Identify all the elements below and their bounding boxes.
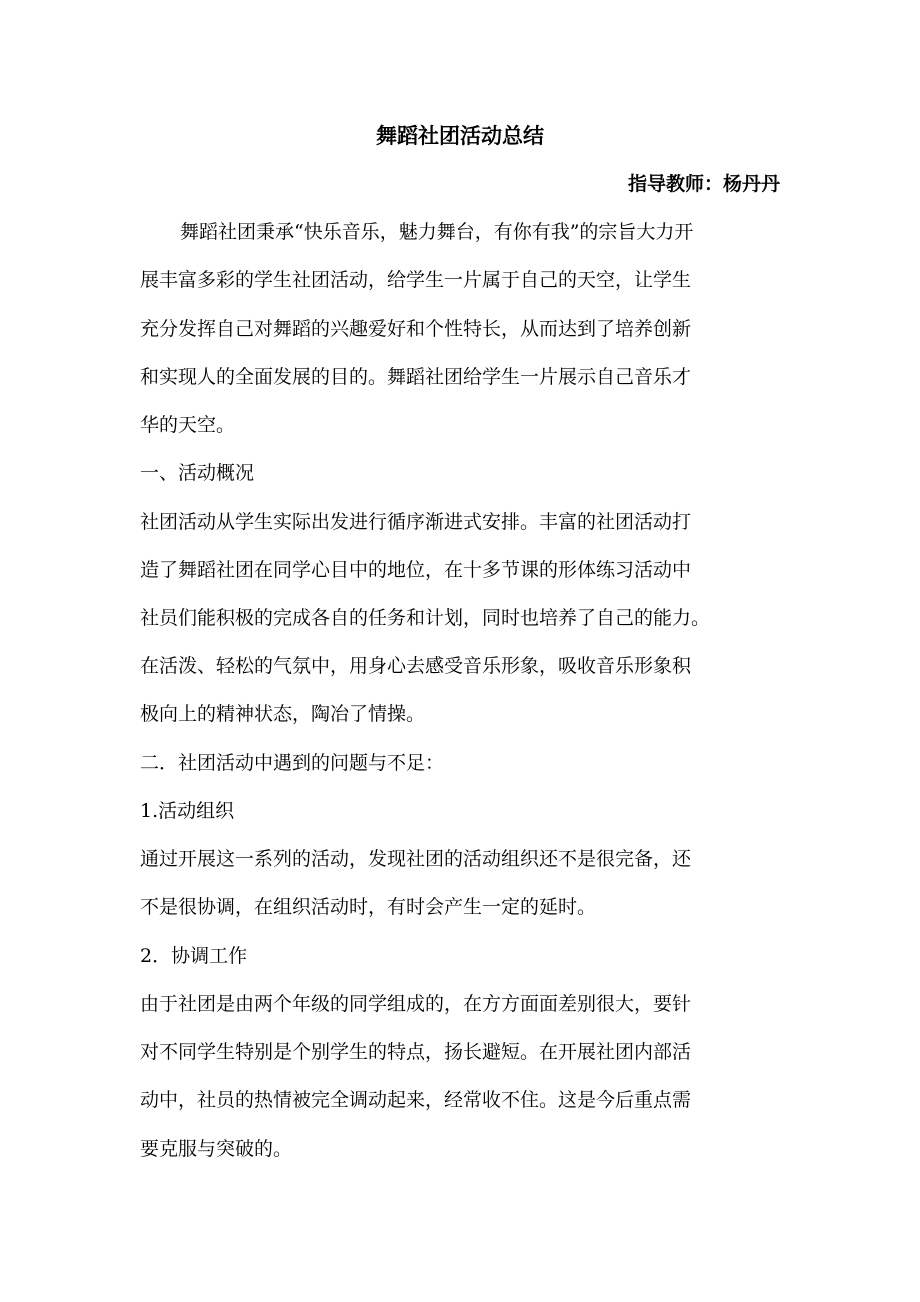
paragraph-line: 不是很协调，在组织活动时，有时会产生一定的延时。 [140,896,597,918]
paragraph-line: 极向上的精神状态，陶冶了情操。 [140,703,426,725]
paragraph-line: 和实现人的全面发展的目的。舞蹈社团给学生一片展示自己音乐才 [140,366,692,388]
paragraph-line: 社团活动从学生实际出发进行循序渐进式安排。丰富的社团活动打 [140,511,692,533]
paragraph-line: 动中，社员的热情被完全调动起来，经常收不住。这是今后重点需 [140,1089,692,1111]
subsection-heading: 2．协调工作 [140,945,248,967]
paragraph-line: 对不同学生特别是个别学生的特点，扬长避短。在开展社团内部活 [140,1041,692,1063]
subsection-heading: 1.活动组织 [140,800,235,822]
paragraph-line: 由于社团是由两个年级的同学组成的，在方方面面差别很大，要针 [140,993,692,1015]
document-author: 指导教师：杨丹丹 [627,173,780,195]
section-heading: 一、活动概况 [140,462,255,484]
paragraph-line: 展丰富多彩的学生社团活动，给学生一片属于自己的天空，让学生 [140,269,692,291]
paragraph-line: 舞蹈社团秉承“快乐音乐，魅力舞台，有你有我”的宗旨大力开 [180,221,694,243]
paragraph-line: 华的天空。 [140,414,236,436]
paragraph-line: 造了舞蹈社团在同学心目中的地位，在十多节课的形体练习活动中 [140,559,692,581]
paragraph-line: 在活泼、轻松的气氛中，用身心去感受音乐形象，吸收音乐形象积 [140,655,692,677]
section-heading: 二．社团活动中遇到的问题与不足： [140,752,445,774]
paragraph-line: 社员们能积极的完成各自的任务和计划，同时也培养了自己的能力。 [140,607,711,629]
paragraph-line: 充分发挥自己对舞蹈的兴趣爱好和个性特长，从而达到了培养创新 [140,318,692,340]
paragraph-line: 通过开展这一系列的活动，发现社团的活动组织还不是很完备，还 [140,848,692,870]
paragraph-line: 要克服与突破的。 [140,1138,293,1160]
document-title: 舞蹈社团活动总结 [376,123,544,148]
